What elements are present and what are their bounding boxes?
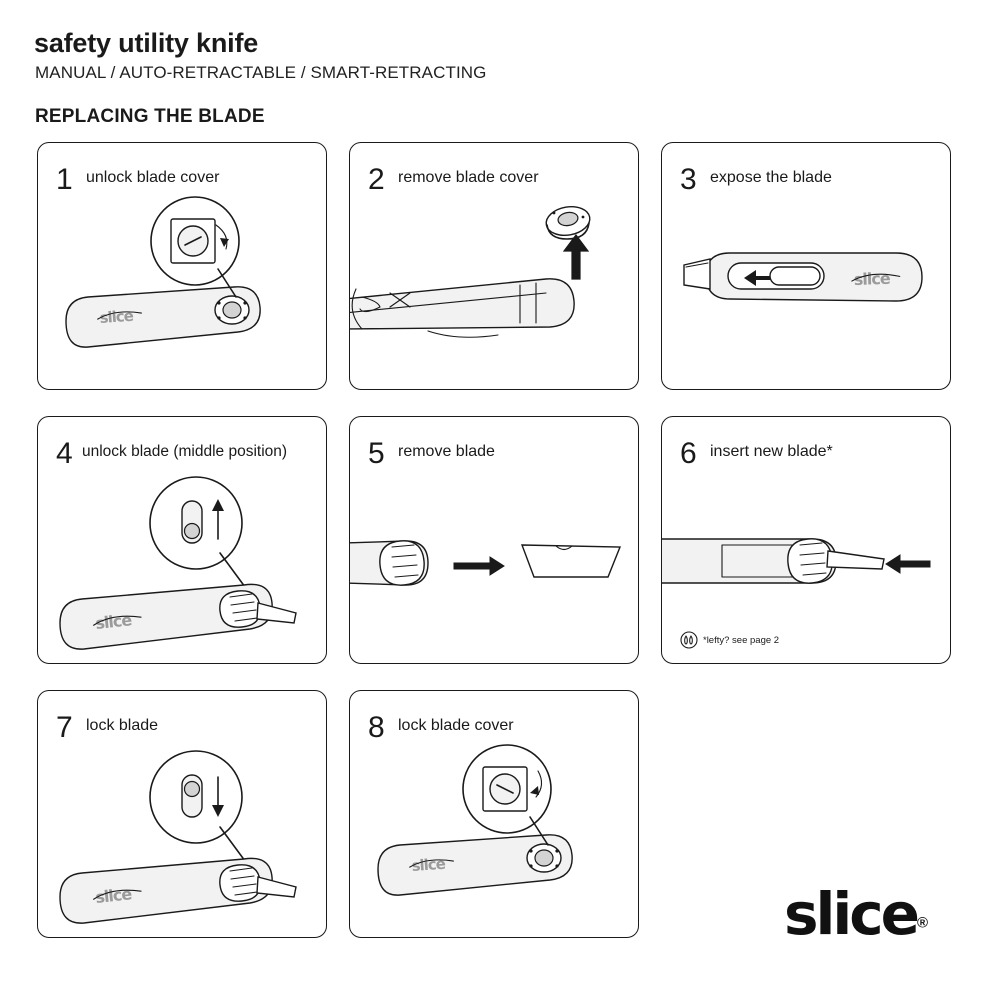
registered-mark: ® xyxy=(917,914,929,932)
section-title: REPLACING THE BLADE xyxy=(35,106,265,127)
svg-text:slice: slice xyxy=(411,854,446,875)
hands-icon xyxy=(680,631,698,649)
brand-logo xyxy=(784,880,964,948)
step-caption: unlock blade (middle position) xyxy=(82,443,288,460)
step-card-2 xyxy=(349,142,639,390)
step-number: 2 xyxy=(368,163,385,196)
step-number: 4 xyxy=(56,437,73,470)
svg-text:slice: slice xyxy=(94,884,133,907)
page-title: safety utility knife xyxy=(34,28,259,58)
step-illustration-5 xyxy=(350,467,639,664)
step-caption: unlock blade cover xyxy=(86,169,220,186)
step-number: 6 xyxy=(680,437,697,470)
step-number: 3 xyxy=(680,163,697,196)
step-footnote xyxy=(680,631,779,649)
step-card-3 xyxy=(661,142,951,390)
step-illustration-4 xyxy=(38,467,327,664)
svg-text:slice: slice xyxy=(853,268,890,289)
step-number: 7 xyxy=(56,711,73,744)
step-card-5 xyxy=(349,416,639,664)
step-caption: remove blade xyxy=(398,443,495,460)
step-number: 1 xyxy=(56,163,73,196)
step-caption: lock blade cover xyxy=(398,717,514,734)
step-caption: lock blade xyxy=(86,717,159,734)
svg-text:slice: slice xyxy=(99,306,134,327)
step-card-1 xyxy=(37,142,327,390)
step-card-6 xyxy=(661,416,951,664)
page-subtitle: MANUAL / AUTO-RETRACTABLE / SMART-RETRACTING xyxy=(35,63,487,82)
step-number: 5 xyxy=(368,437,385,470)
brand-logo-text: slice xyxy=(784,880,918,948)
step-illustration-2 xyxy=(350,193,639,390)
step-card-7 xyxy=(37,690,327,938)
step-caption: insert new blade* xyxy=(710,443,833,460)
step-caption: remove blade cover xyxy=(398,169,539,186)
step-illustration-3 xyxy=(662,193,951,390)
step-illustration-1 xyxy=(38,193,327,390)
step-illustration-7 xyxy=(38,741,327,938)
step-card-8 xyxy=(349,690,639,938)
step-number: 8 xyxy=(368,711,385,744)
step-illustration-8 xyxy=(350,741,639,938)
svg-text:slice: slice xyxy=(94,610,133,633)
step-card-4 xyxy=(37,416,327,664)
step-caption: expose the blade xyxy=(710,169,832,186)
footnote-text: *lefty? see page 2 xyxy=(703,634,780,646)
